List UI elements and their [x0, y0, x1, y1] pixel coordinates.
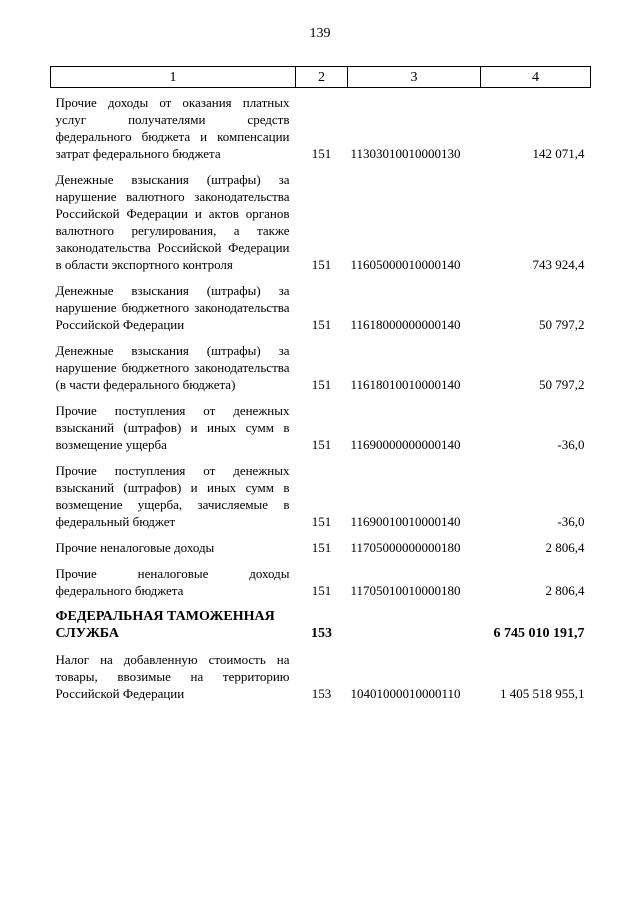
column-header-3: 3	[348, 67, 481, 88]
table-row	[51, 88, 591, 163]
row-classification-code-cell: 11690010010000140	[350, 514, 461, 529]
row-amount-cell: 50 797,2	[539, 317, 585, 332]
row-admin-code-cell: 151	[311, 540, 332, 555]
row-amount-cell: -36,0	[557, 514, 585, 529]
column-header-1: 1	[51, 67, 296, 88]
row-classification-code-cell: 11618010010000140	[350, 377, 461, 392]
table-row	[51, 453, 591, 530]
row-name-cell	[51, 88, 296, 163]
row-classification-code-cell: 11605000010000140	[350, 257, 461, 272]
table-row	[51, 599, 591, 642]
row-admin-code-cell: 151	[311, 317, 332, 332]
row-admin-code-cell: 151	[311, 583, 332, 598]
row-amount-cell: 50 797,2	[539, 377, 585, 392]
table-row	[51, 530, 591, 556]
row-amount-cell: -36,0	[557, 437, 585, 452]
row-amount-cell: 142 071,4	[532, 146, 585, 161]
table-row	[51, 273, 591, 333]
row-admin-code-cell: 151	[311, 377, 332, 392]
row-classification-code-cell: 11705010010000180	[350, 583, 461, 598]
row-name-text: ФЕДЕРАЛЬНАЯ ТАМОЖЕННАЯ СЛУЖБА	[55, 609, 275, 641]
page-number: 139	[309, 26, 331, 41]
row-name-cell	[51, 453, 296, 530]
row-name-cell	[51, 530, 296, 556]
row-amount-cell: 743 924,4	[532, 257, 585, 272]
row-classification-code-cell: 10401000010000110	[350, 686, 461, 701]
row-admin-code-cell: 153	[311, 686, 332, 701]
row-admin-code-cell: 151	[311, 437, 332, 452]
budget-revenue-table	[50, 66, 591, 702]
row-name-text: Прочие неналоговые доходы	[55, 540, 215, 555]
row-classification-code-cell: 11690000000000140	[350, 437, 461, 452]
row-name-text: Прочие поступления от денежных взысканий (штрафов) и иных сумм в возмещение ущерба, зачисляемые в федеральный бюджет	[55, 463, 290, 529]
table-row	[51, 393, 591, 453]
row-admin-code-cell: 151	[311, 514, 332, 529]
row-name-text: Денежные взыскания (штрафы) за нарушение бюджетного законодательства Российской Федерации	[55, 283, 290, 332]
row-name-text: Налог на добавленную стоимость на товары, ввозимые на территорию Российской Федерации	[55, 652, 290, 701]
row-name-cell	[51, 162, 296, 273]
row-classification-code-cell: 11618000000000140	[350, 317, 461, 332]
row-name-cell	[51, 393, 296, 453]
row-name-text: Денежные взыскания (штрафы) за нарушение валютного законодательства Российской Федерации и актов органов валютного регулирования, а также законодательства Российской Федерации в области экспортного контроля	[55, 172, 290, 272]
row-amount-cell: 1 405 518 955,1	[500, 686, 585, 701]
column-header-4: 4	[481, 67, 591, 88]
row-amount-cell: 2 806,4	[545, 583, 585, 598]
table-header-row	[51, 67, 591, 88]
row-admin-code-cell: 151	[311, 146, 332, 161]
row-classification-code-cell	[348, 599, 481, 642]
row-amount-cell: 6 745 010 191,7	[493, 626, 585, 641]
row-classification-code-cell: 11705000000000180	[350, 540, 461, 555]
table-row	[51, 333, 591, 393]
table-row	[51, 642, 591, 702]
row-name-text: Прочие поступления от денежных взысканий (штрафов) и иных сумм в возмещение ущерба	[55, 403, 290, 452]
row-name-cell	[51, 642, 296, 702]
row-classification-code-cell: 11303010010000130	[350, 146, 461, 161]
row-name-cell	[51, 273, 296, 333]
row-name-text: Прочие доходы от оказания платных услуг получателями средств федерального бюджета и компенсации затрат федерального бюджета	[55, 95, 290, 161]
row-name-cell	[51, 599, 296, 642]
row-admin-code-cell: 153	[311, 626, 332, 641]
row-name-cell	[51, 333, 296, 393]
row-admin-code-cell: 151	[311, 257, 332, 272]
row-amount-cell: 2 806,4	[545, 540, 585, 555]
row-name-cell	[51, 556, 296, 599]
table-row	[51, 556, 591, 599]
table-row	[51, 162, 591, 273]
column-header-2: 2	[296, 67, 348, 88]
row-name-text: Прочие неналоговые доходы федерального бюджета	[55, 566, 290, 598]
row-name-text: Денежные взыскания (штрафы) за нарушение бюджетного законодательства (в части федерального бюджета)	[55, 343, 290, 392]
